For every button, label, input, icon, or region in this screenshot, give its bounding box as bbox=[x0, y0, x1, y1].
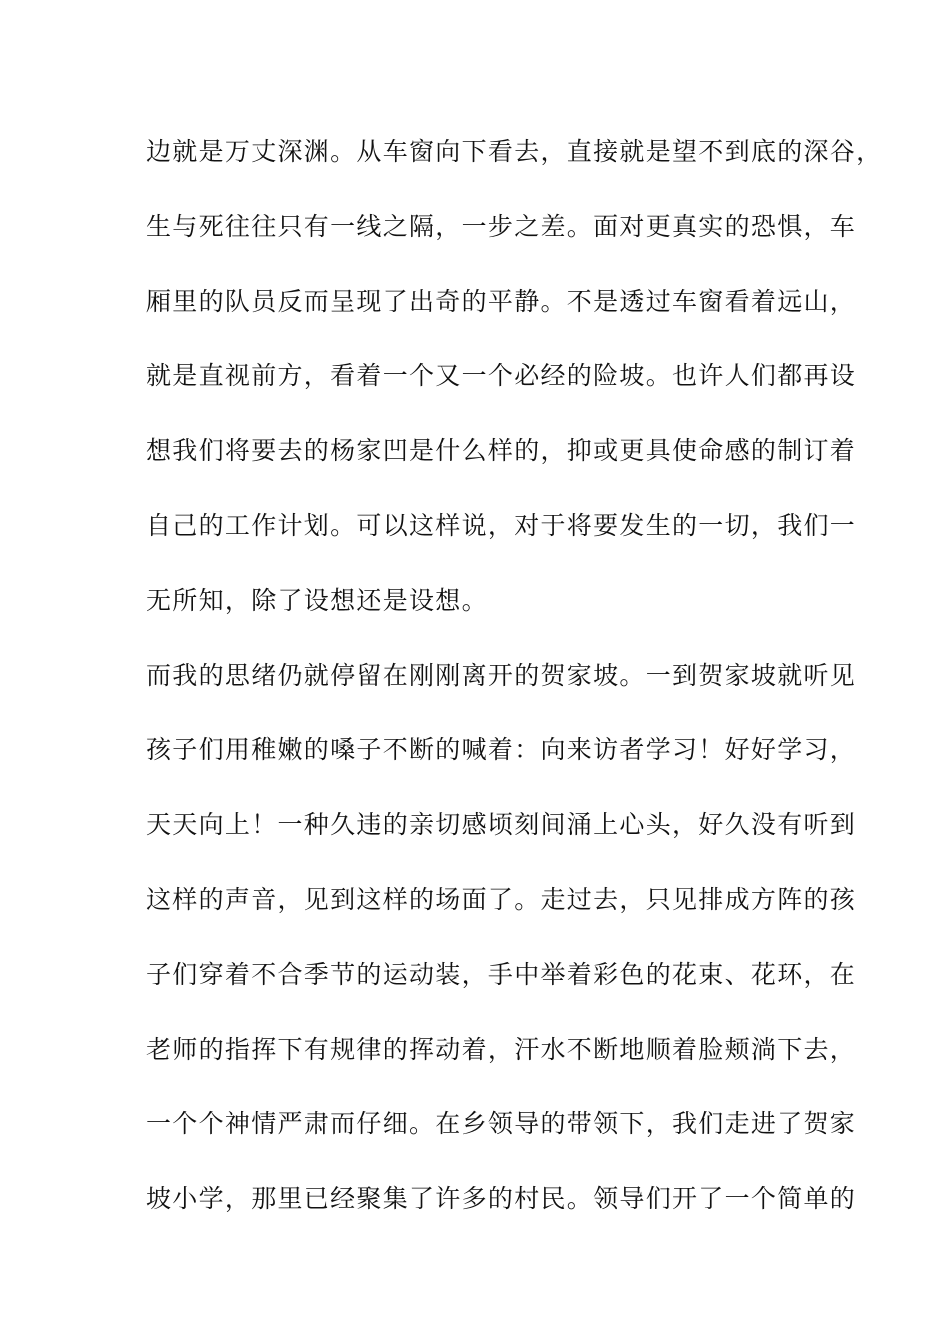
document-body bbox=[146, 129, 883, 1251]
text-line: 而我的思绪仍就停留在刚刚离开的贺家坡。一到贺家坡就听见 bbox=[146, 660, 857, 690]
text-line: 天天向上！一种久违的亲切感顷刻间涌上心头，好久没有听到 bbox=[146, 810, 857, 840]
text-line: 这样的声音，见到这样的场面了。走过去，只见排成方阵的孩 bbox=[146, 884, 857, 914]
text-line: 就是直视前方，看着一个又一个必经的险坡。也许人们都再设 bbox=[146, 361, 857, 391]
text-line: 想我们将要去的杨家凹是什么样的，抑或更具使命感的制订着 bbox=[146, 436, 857, 466]
text-line: 生与死往往只有一线之隔，一步之差。面对更真实的恐惧，车 bbox=[146, 211, 857, 241]
text-line: 一个个神情严肃而仔细。在乡领导的带领下，我们走进了贺家 bbox=[146, 1109, 857, 1139]
text-line: 自己的工作计划。可以这样说，对于将要发生的一切，我们一 bbox=[146, 510, 857, 540]
text-line: 无所知，除了设想还是设想。 bbox=[146, 585, 488, 615]
text-line: 孩子们用稚嫩的嗓子不断的喊着：向来访者学习！好好学习， bbox=[146, 735, 857, 765]
text-line: 厢里的队员反而呈现了出奇的平静。不是透过车窗看着远山， bbox=[146, 286, 857, 316]
text-line: 子们穿着不合季节的运动装，手中举着彩色的花束、花环，在 bbox=[146, 959, 857, 989]
text-line: 坡小学，那里已经聚集了许多的村民。领导们开了一个简单的 bbox=[146, 1184, 857, 1214]
text-line: 老师的指挥下有规律的挥动着，汗水不断地顺着脸颊淌下去， bbox=[146, 1034, 857, 1064]
text-line: 边就是万丈深渊。从车窗向下看去，直接就是望不到底的深谷， bbox=[146, 137, 883, 166]
